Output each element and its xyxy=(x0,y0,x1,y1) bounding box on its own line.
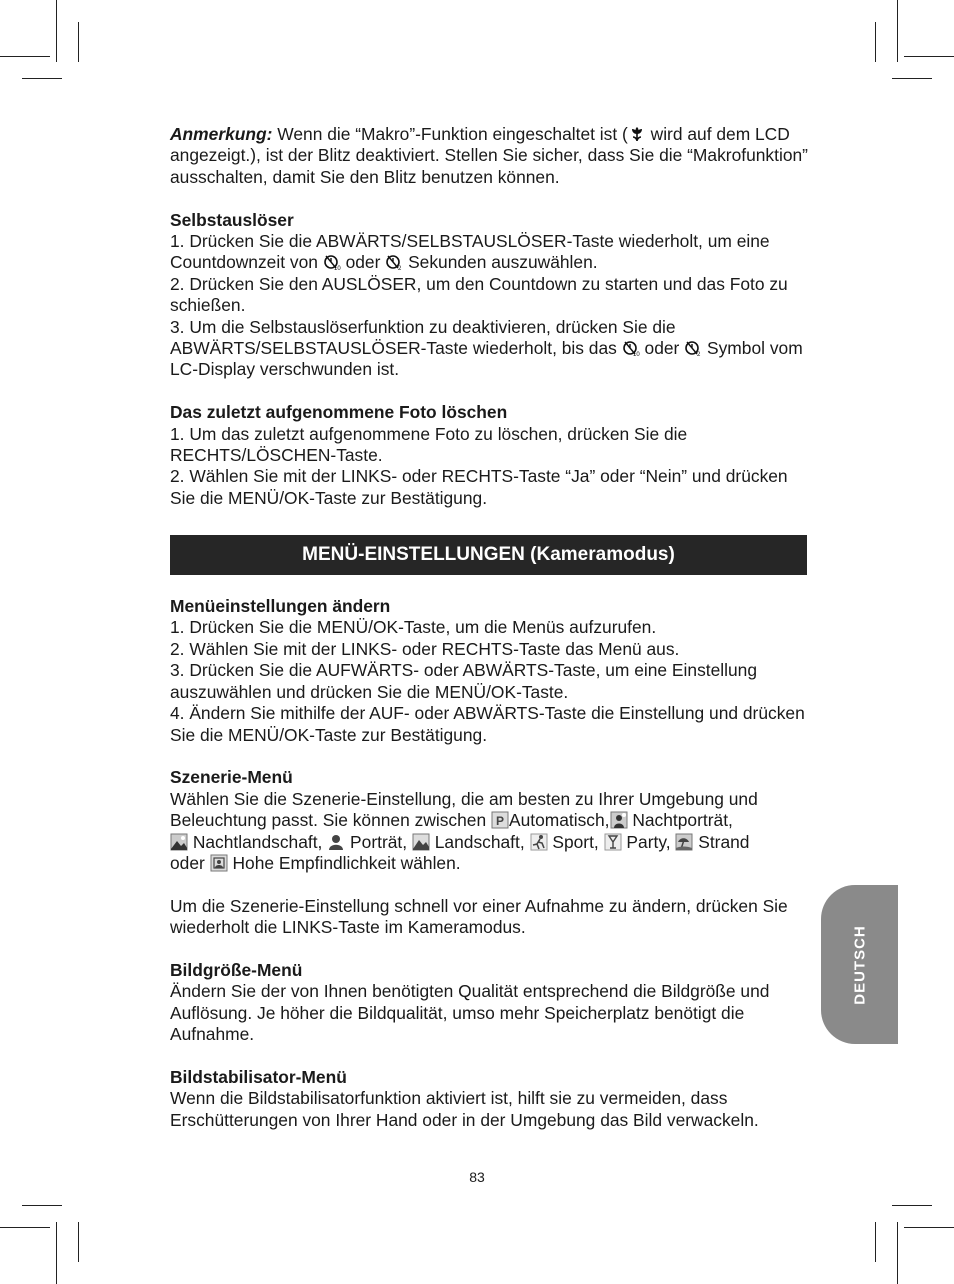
size-text: Ändern Sie der von Ihnen benötigten Qualität entsprechend die Bildgröße und Auflösung. Je höher die Bildqualität, umso mehr Speicherplatz benötigt die Aufnahme. xyxy=(170,981,770,1045)
scene-night-portrait-icon xyxy=(610,811,628,829)
svg-text:10: 10 xyxy=(632,352,640,358)
selftimer-step-3: 3. Um die Selbstauslöserfunktion zu deaktivieren, drücken Sie die ABWÄRTS/SELBSTAUSLÖSER-Taste wiederholt, bis das 10 oder 2 Symbol vom LC-Display verschwunden ist. xyxy=(170,316,803,380)
svg-text:10: 10 xyxy=(333,266,341,272)
note-label: Anmerkung: xyxy=(170,124,273,144)
note-paragraph: Anmerkung: Wenn die “Makro”-Funktion eingeschaltet ist ( wird auf dem LCD angezeigt.), ist der Blitz deaktiviert. Stellen Sie sicher, dass Sie die “Makrofunktion” ausschalten, damit Sie den Blitz benutzen können. xyxy=(170,124,808,187)
selftimer-heading: Selbstauslöser xyxy=(170,209,294,230)
page-number: 83 xyxy=(469,1169,485,1185)
delete-step-2: 2. Wählen Sie mit der LINKS- oder RECHTS-Taste “Ja” oder “Nein” und drücken Sie die MENÜ/OK-Taste zur Bestätigung. xyxy=(170,466,788,508)
scene-heading: Szenerie-Menü xyxy=(170,767,293,788)
stab-text: Wenn die Bildstabilisatorfunktion aktiviert ist, hilft sie zu vermeiden, dass Erschütterungen von Ihrer Hand oder in der Umgebung das Bild verwackeln. xyxy=(170,1088,759,1130)
scene-landscape-icon xyxy=(412,833,430,851)
scene-auto-icon xyxy=(491,811,509,829)
page-content xyxy=(170,124,810,1131)
menu-step-1: 1. Drücken Sie die MENÜ/OK-Taste, um die Menüs aufzurufen. xyxy=(170,617,657,638)
self-timer-2-icon xyxy=(684,339,702,357)
svg-text:P: P xyxy=(495,814,504,829)
language-tab: DEUTSCH xyxy=(821,885,898,1044)
size-heading: Bildgröße-Menü xyxy=(170,959,303,980)
scene-night-landscape-icon xyxy=(170,833,188,851)
scene-paragraph: Wählen Sie die Szenerie-Einstellung, die am besten zu Ihrer Umgebung und Beleuchtung passt. Sie können zwischen P Automatisch, Nachtporträt, Nachtlandschaft, Porträt, Landschaft, Sport, Party, Strand oder Hohe Empfindlichkeit wählen. xyxy=(170,788,758,873)
selftimer-step-1: 1. Drücken Sie die ABWÄRTS/SELBSTAUSLÖSER-Taste wiederholt, um eine Countdownzeit von 10 oder 2 Sekunden auszuwählen. xyxy=(170,231,770,273)
menu-heading: Menüeinstellungen ändern xyxy=(170,596,391,617)
scene-sport-icon xyxy=(530,833,548,851)
scene-portrait-icon xyxy=(327,833,345,851)
self-timer-10-icon xyxy=(622,339,640,357)
self-timer-10-icon xyxy=(323,253,341,271)
stab-heading: Bildstabilisator-Menü xyxy=(170,1066,347,1087)
menu-step-3: 3. Drücken Sie die AUFWÄRTS- oder ABWÄRTS-Taste, um eine Einstellung auszuwählen und drücken Sie die MENÜ/OK-Taste. xyxy=(170,660,758,702)
menu-step-4: 4. Ändern Sie mithilfe der AUF- oder ABWÄRTS-Taste die Einstellung und drücken Sie die MENÜ/OK-Taste zur Bestätigung. xyxy=(170,703,805,745)
menu-step-2: 2. Wählen Sie mit der LINKS- oder RECHTS-Taste das Menü aus. xyxy=(170,638,680,659)
macro-flower-icon xyxy=(628,125,646,143)
scene-quick-change: Um die Szenerie-Einstellung schnell vor einer Aufnahme zu ändern, drücken Sie wiederholt die LINKS-Taste im Kameramodus. xyxy=(170,895,788,938)
delete-heading: Das zuletzt aufgenommene Foto löschen xyxy=(170,402,508,423)
delete-step-1: 1. Um das zuletzt aufgenommene Foto zu löschen, drücken Sie die RECHTS/LÖSCHEN-Taste. xyxy=(170,423,688,466)
self-timer-2-icon xyxy=(385,253,403,271)
svg-text:2: 2 xyxy=(697,352,701,358)
svg-text:2: 2 xyxy=(398,266,402,272)
scene-high-sensitivity-icon xyxy=(210,854,228,872)
section-banner: MENÜ-EINSTELLUNGEN (Kameramodus) xyxy=(170,535,807,575)
scene-party-icon xyxy=(604,833,622,851)
scene-beach-icon xyxy=(675,833,693,851)
selftimer-step-2: 2. Drücken Sie den AUSLÖSER, um den Countdown zu starten und das Foto zu schießen. xyxy=(170,273,788,316)
